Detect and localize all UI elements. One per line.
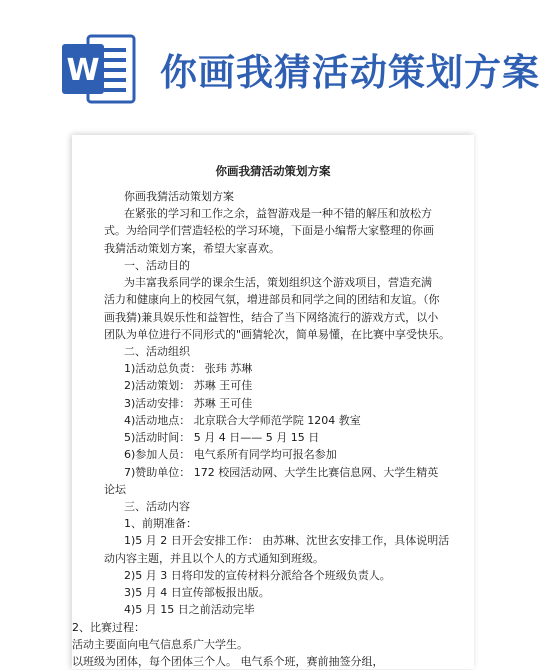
banner-title: 你画我猜活动策划方案 xyxy=(160,51,540,94)
doc-line: 动内容主题，并且以个人的方式通知到班级。 xyxy=(104,552,324,565)
doc-line: 团队为单位进行不同形式的"画猜轮次，简单易懂，在比赛中享受快乐。 xyxy=(104,328,451,341)
doc-line: 1、前期准备： xyxy=(124,517,197,530)
doc-line: 4)5 月 15 日之前活动完毕 xyxy=(124,603,255,616)
doc-line: 活力和健康向上的校园气氛，增进部员和同学之间的团结和友谊。（你 xyxy=(104,293,440,306)
doc-line: 为丰富我系同学的课余生活，策划组织这个游戏项目，营造充满 xyxy=(124,276,432,289)
doc-line: 在紧张的学习和工作之余，益智游戏是一种不错的解压和放松方 xyxy=(124,207,432,220)
doc-line: 活动主要面向电气信息系广大学生。 xyxy=(72,638,248,651)
doc-line: 4)活动地点： 北京联合大学师范学院 1204 教室 xyxy=(124,414,361,427)
doc-line: 3)5 月 4 日宣传部板报出版。 xyxy=(124,586,270,599)
doc-line: 5)活动时间： 5 月 4 日—— 5 月 15 日 xyxy=(124,431,320,444)
doc-line: 一、活动目的 xyxy=(124,259,190,272)
doc-line: 画我猜)兼具娱乐性和益智性，结合了当下网络流行的游戏方式，以小 xyxy=(104,311,439,324)
document-body xyxy=(72,135,474,669)
doc-line: 7)赞助单位： 172 校园活动网、大学生比赛信息网、大学生精英 xyxy=(124,466,439,479)
document-page xyxy=(72,135,474,669)
doc-line: 三、活动内容 xyxy=(124,500,190,513)
doc-line: 你画我猜活动策划方案 xyxy=(124,190,234,203)
doc-line: 我猜活动策划方案，希望大家喜欢。 xyxy=(104,242,280,255)
doc-line: 1)5 月 2 日开会安排工作： 由苏琳、沈世玄安排工作，具体说明活 xyxy=(124,534,450,547)
doc-line: 6)参加人员： 电气系所有同学均可报名参加 xyxy=(124,448,337,461)
doc-line: 2、比赛过程： xyxy=(72,621,145,634)
doc-line: 3)活动安排： 苏琳 王可佳 xyxy=(124,397,253,410)
banner-header xyxy=(0,0,540,135)
word-document-icon xyxy=(60,30,138,108)
word-icon-letter: W xyxy=(66,53,100,88)
doc-line: 式。为给同学们营造轻松的学习环境，下面是小编帮大家整理的你画 xyxy=(104,224,434,237)
doc-line: 2)5 月 3 日将印发的宣传材料分派给各个班级负责人。 xyxy=(124,569,391,582)
doc-line: 1)活动总负责： 张玮 苏琳 xyxy=(124,362,253,375)
doc-line: 论坛 xyxy=(104,483,126,496)
doc-line: 2)活动策划： 苏琳 王可佳 xyxy=(124,379,253,392)
doc-line: 二、活动组织 xyxy=(124,345,190,358)
doc-line: 以班级为团体，每个团体三个人。 电气系个班，赛前抽签分组， xyxy=(72,655,384,668)
document-title: 你画我猜活动策划方案 xyxy=(215,164,331,178)
